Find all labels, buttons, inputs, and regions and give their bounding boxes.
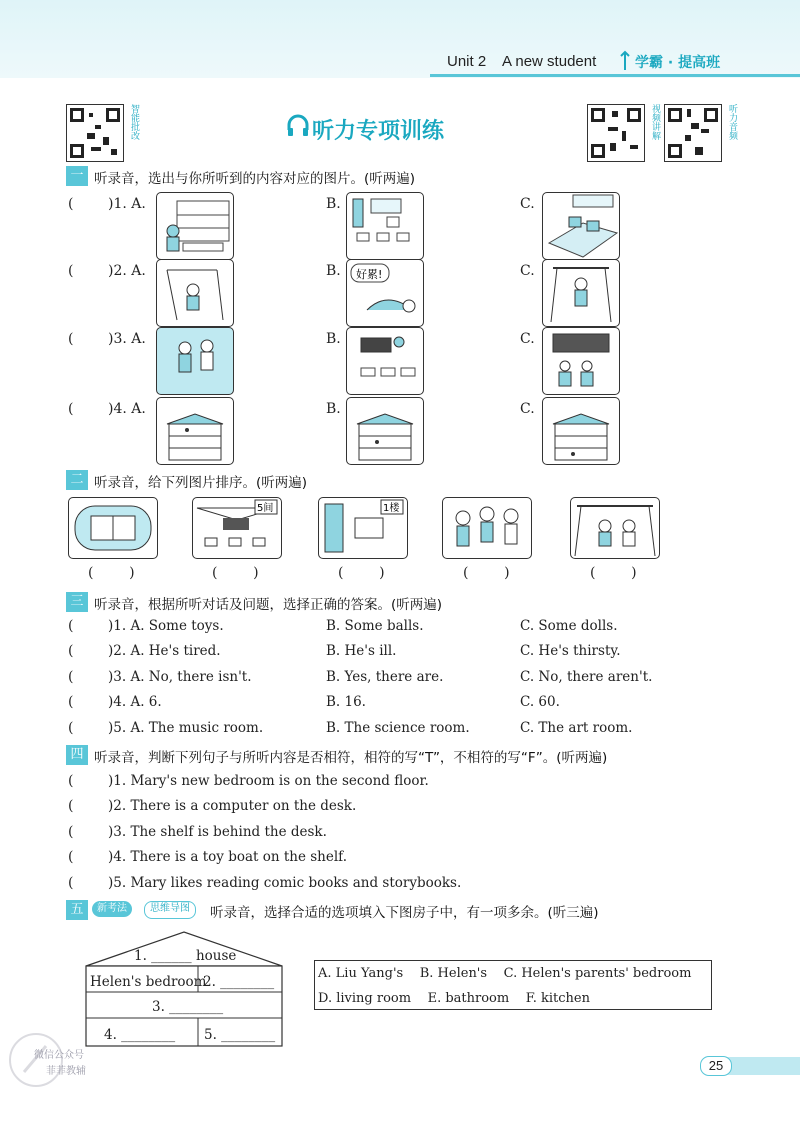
house-slot-5[interactable]: 5. ________ — [204, 1027, 276, 1043]
picture-swing-boy — [156, 259, 234, 327]
statement: )2. There is a computer on the desk. — [108, 798, 357, 814]
section-instruction-3: 听录音，根据所听对话及问题，选择正确的答案。(听两遍) — [94, 597, 443, 613]
picture-art-room-b — [346, 397, 424, 465]
answer-paren[interactable]: ( — [68, 643, 74, 659]
section-badge-5: 五 — [66, 900, 88, 920]
answer-paren[interactable]: ( ) — [88, 565, 135, 581]
picture-classroom-5 — [192, 497, 282, 559]
answer-paren[interactable]: ( — [68, 694, 74, 710]
picture-playground — [68, 497, 158, 559]
question-option-b: B. Yes, there are. — [326, 669, 444, 685]
section-badge-4: 四 — [66, 745, 88, 765]
house-slot-3[interactable]: 3. ________ — [152, 999, 224, 1015]
statement: )1. Mary's new bedroom is on the second floor. — [108, 773, 429, 789]
answer-paren[interactable]: ( — [68, 875, 74, 891]
question-option-c: C. The art room. — [520, 720, 633, 736]
statement: )5. Mary likes reading comic books and storybooks. — [108, 875, 462, 891]
question-option-c: C. He's thirsty. — [520, 643, 621, 659]
options-line-1: A. Liu Yang's B. Helen's C. Helen's parents' bedroom — [318, 966, 692, 981]
picture-swing-kids — [570, 497, 660, 559]
qr-code-video[interactable] — [587, 104, 645, 162]
picture-girls-dancing — [442, 497, 532, 559]
house-slot-4[interactable]: 4. ________ — [104, 1027, 176, 1043]
qr-tag-grading: 智能批改 — [129, 104, 139, 140]
option-b-label: B. — [326, 263, 341, 279]
answer-paren[interactable]: ( — [68, 263, 74, 279]
picture-computer-room — [542, 192, 620, 260]
section-instruction-2: 听录音，给下列图片排序。(听两遍) — [94, 475, 308, 491]
answer-paren[interactable]: ( ) — [212, 565, 259, 581]
option-b-label: B. — [326, 331, 341, 347]
statement: )4. There is a toy boat on the shelf. — [108, 849, 347, 865]
question-option-c: C. Some dolls. — [520, 618, 618, 634]
qr-tag-audio: 听力音频 — [727, 104, 737, 140]
answer-paren[interactable]: ( — [68, 849, 74, 865]
house-slot-2[interactable]: 2. ________ — [203, 974, 275, 990]
option-c-label: C. — [520, 401, 535, 417]
option-b-label: B. — [326, 401, 341, 417]
options-line-2: D. living room E. bathroom F. kitchen — [318, 991, 590, 1006]
picture-tired-boy — [346, 259, 424, 327]
section-instruction-4: 听录音，判断下列句子与所听内容是否相符，相符的写“T”，不相符的写“F”。(听两遍) — [94, 750, 608, 766]
answer-paren[interactable]: ( — [68, 669, 74, 685]
question-option-a: )4. A. 6. — [108, 694, 162, 710]
picture-office-1 — [318, 497, 408, 559]
picture-classroom — [346, 192, 424, 260]
room-count-label: 5间 — [257, 503, 274, 514]
option-c-label: C. — [520, 263, 535, 279]
section-instruction-5: 听录音，选择合适的选项填入下图房子中，有一项多余。(听三遍) — [210, 905, 599, 921]
answer-paren[interactable]: ( — [68, 196, 74, 212]
qr-code-grading[interactable] — [66, 104, 124, 162]
section-badge-3: 三 — [66, 592, 88, 612]
question-option-a: )1. A. Some toys. — [108, 618, 224, 634]
option-c-label: C. — [520, 331, 535, 347]
answer-paren[interactable]: ( — [68, 798, 74, 814]
helen-bedroom-cell: Helen's bedroom — [90, 974, 207, 990]
answer-paren[interactable]: ( — [68, 618, 74, 634]
headphones-icon — [286, 114, 310, 138]
picture-classroom-desks — [346, 327, 424, 395]
question-number: )4. A. — [108, 401, 146, 417]
question-option-c: C. No, there aren't. — [520, 669, 653, 685]
statement: )3. The shelf is behind the desk. — [108, 824, 327, 840]
floor-label: 1楼 — [383, 503, 400, 514]
option-b-label: B. — [326, 196, 341, 212]
question-option-c: C. 60. — [520, 694, 560, 710]
speech-bubble-text: 好累! — [356, 268, 383, 281]
picture-library — [156, 192, 234, 260]
answer-paren[interactable]: ( — [68, 331, 74, 347]
brand-icon — [618, 50, 632, 72]
header-rule — [430, 74, 800, 77]
unit-title: Unit 2 A new student — [447, 53, 597, 70]
question-option-a: )3. A. No, there isn't. — [108, 669, 252, 685]
answer-paren[interactable]: ( ) — [590, 565, 637, 581]
watermark-line-2: 菲菲教辅 — [46, 1066, 86, 1077]
answer-paren[interactable]: ( — [68, 720, 74, 736]
section-badge-2: 二 — [66, 470, 88, 490]
mind-map-tag: 思维导图 — [144, 901, 196, 919]
question-number: )1. A. — [108, 196, 146, 212]
question-option-a: )5. A. The music room. — [108, 720, 264, 736]
picture-swing-girl — [542, 259, 620, 327]
question-option-b: B. He's ill. — [326, 643, 397, 659]
watermark-line-1: 微信公众号 — [34, 1050, 84, 1061]
option-c-label: C. — [520, 196, 535, 212]
question-option-b: B. The science room. — [326, 720, 470, 736]
answer-paren[interactable]: ( — [68, 773, 74, 789]
picture-students-blackboard — [542, 327, 620, 395]
qr-code-audio[interactable] — [664, 104, 722, 162]
page-number: 25 — [700, 1056, 732, 1076]
brand-label: 学霸 · 提高班 — [635, 55, 721, 71]
qr-tag-video: 视频讲解 — [650, 104, 660, 140]
answer-paren[interactable]: ( ) — [463, 565, 510, 581]
section-instruction-1: 听录音，选出与你所听到的内容对应的图片。(听两遍) — [94, 171, 416, 187]
question-number: )2. A. — [108, 263, 146, 279]
question-option-a: )2. A. He's tired. — [108, 643, 221, 659]
house-roof-slot[interactable]: 1. ______ house — [134, 948, 237, 964]
section-badge-1: 一 — [66, 166, 88, 186]
page-title: 听力专项训练 — [312, 119, 445, 144]
answer-paren[interactable]: ( — [68, 824, 74, 840]
answer-paren[interactable]: ( — [68, 401, 74, 417]
picture-art-room-c — [542, 397, 620, 465]
picture-children-playing — [156, 327, 234, 395]
new-exam-tag: 新考法 — [92, 901, 132, 917]
picture-art-room-a — [156, 397, 234, 465]
question-number: )3. A. — [108, 331, 146, 347]
answer-paren[interactable]: ( ) — [338, 565, 385, 581]
question-option-b: B. 16. — [326, 694, 366, 710]
question-option-b: B. Some balls. — [326, 618, 424, 634]
